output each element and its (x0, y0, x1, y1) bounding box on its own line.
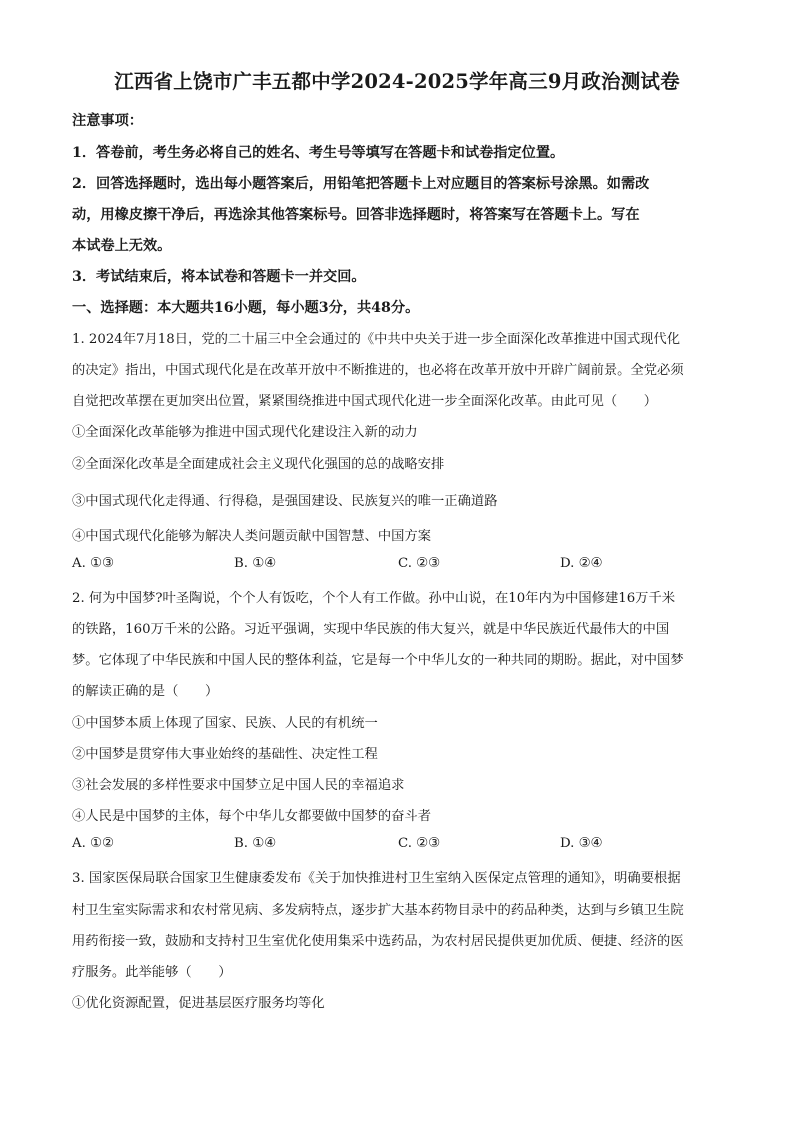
q3-stem-line-4: 疗服务。此举能够（ ） (72, 965, 232, 980)
q2-stem-line-3: 梦。它体现了中华民族和中国人民的整体利益，它是每一个中华儿女的一种共同的期盼。据此，对中国梦 (72, 653, 684, 668)
q3-stem-line-2: 村卫生室实际需求和农村常见病、多发病特点，逐步扩大基本药物目录中的药品种类，达到与乡镇卫生院 (72, 903, 684, 918)
q1-item-2: ②全面深化改革是全面建成社会主义现代化强国的总的战略安排 (72, 457, 445, 472)
q1-item-1: ①全面深化改革能够为推进中国式现代化建设注入新的动力 (72, 425, 418, 440)
q2-stem-line-2: 的铁路，160万千米的公路。习近平强调，实现中华民族的伟大复兴，就是中华民族近代最伟大的中国 (72, 622, 670, 637)
q2-item-1: ①中国梦本质上体现了国家、民族、人民的有机统一 (72, 716, 378, 731)
q2-option-b: B. ①④ (234, 836, 277, 851)
notice-line-3: 动，用橡皮擦干净后，再选涂其他答案标号。回答非选择题时，将答案写在答题卡上。写在 (72, 207, 640, 223)
q2-option-a: A. ①② (72, 836, 114, 851)
q3-item-1: ①优化资源配置，促进基层医疗服务均等化 (72, 996, 325, 1011)
q2-item-4: ④人民是中国梦的主体，每个中华儿女都要做中国梦的奋斗者 (72, 809, 432, 824)
exam-title: 江西省上饶市广丰五都中学2024-2025学年高三9月政治测试卷 (114, 70, 680, 93)
notice-line-5: 3．考试结束后，将本试卷和答题卡一并交回。 (72, 269, 366, 285)
section-heading: 一、选择题：本大题共16小题，每小题3分，共48分。 (72, 300, 420, 316)
q2-item-2: ②中国梦是贯穿伟大事业始终的基础性、决定性工程 (72, 747, 378, 762)
q1-stem-line-2: 的决定》指出，中国式现代化是在改革开放中不断推进的，也必将在改革开放中开辟广阔前景。全党必须 (72, 363, 684, 378)
notice-line-1: 1．答卷前，考生务必将自己的姓名、考生号等填写在答题卡和试卷指定位置。 (72, 145, 565, 161)
q1-stem-line-3: 自觉把改革摆在更加突出位置，紧紧围绕推进中国式现代化进一步全面深化改革。由此可见（ ） (72, 394, 658, 409)
q3-stem-line-3: 用药衔接一致，鼓励和支持村卫生室优化使用集采中选药品，为农村居民提供更加优质、便捷、经济的医 (72, 934, 684, 949)
notice-line-4: 本试卷上无效。 (72, 238, 172, 254)
q2-option-c: C. ②③ (398, 836, 440, 851)
q1-option-c: C. ②③ (398, 556, 440, 571)
q1-item-3: ③中国式现代化走得通、行得稳，是强国建设、民族复兴的唯一正确道路 (72, 494, 498, 509)
q2-stem-line-4: 的解读正确的是（ ） (72, 684, 219, 699)
q2-stem-line-1: 2. 何为中国梦?叶圣陶说，个个人有饭吃，个个人有工作做。孙中山说，在10年内为中国修建16万千米 (72, 591, 676, 606)
q1-stem-line-1: 1. 2024年7月18日，党的二十届三中全会通过的《中共中央关于进一步全面深化改革推进中国式现代化 (72, 332, 681, 347)
notice-heading: 注意事项： (72, 113, 143, 129)
q1-option-b: B. ①④ (234, 556, 277, 571)
notice-line-2: 2．回答选择题时，选出每小题答案后，用铅笔把答题卡上对应题目的答案标号涂黑。如需改 (72, 176, 650, 192)
q1-item-4: ④中国式现代化能够为解决人类问题贡献中国智慧、中国方案 (72, 529, 432, 544)
q1-option-d: D. ②④ (560, 556, 603, 571)
q2-item-3: ③社会发展的多样性要求中国梦立足中国人民的幸福追求 (72, 778, 405, 793)
q3-stem-line-1: 3. 国家医保局联合国家卫生健康委发布《关于加快推进村卫生室纳入医保定点管理的通知》，明确要根据 (72, 871, 681, 886)
q2-option-d: D. ③④ (560, 836, 603, 851)
q1-option-a: A. ①③ (72, 556, 114, 571)
